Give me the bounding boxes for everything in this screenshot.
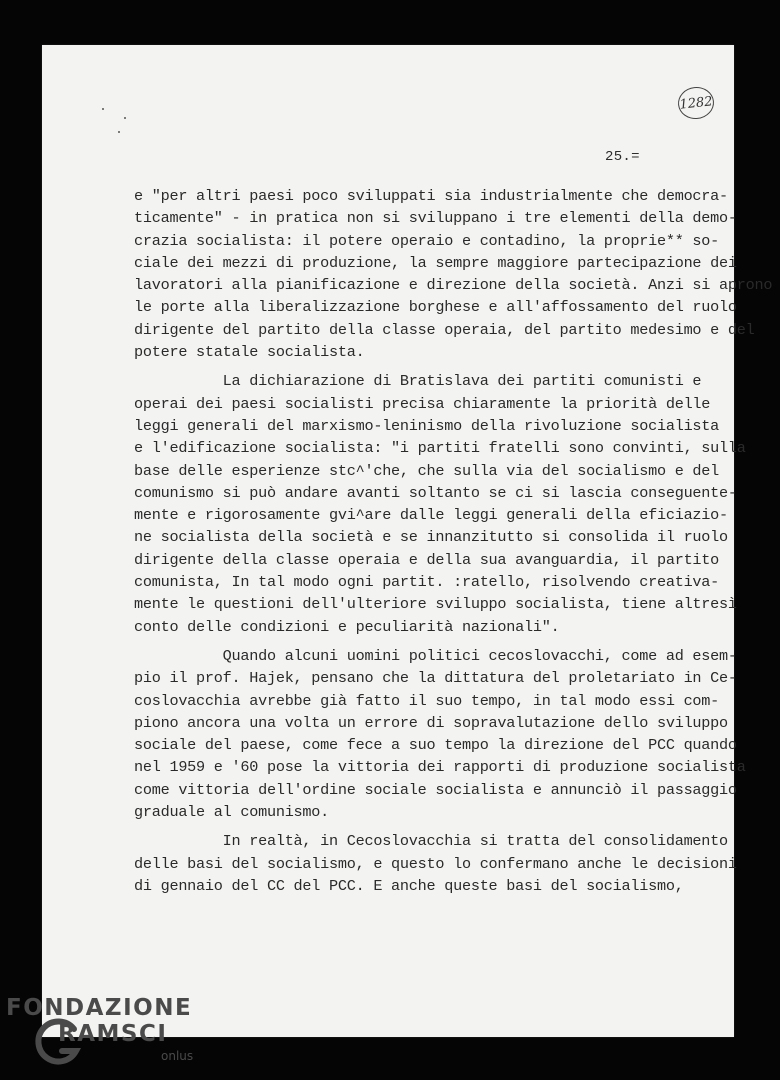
text-line: e "per altri paesi poco sviluppati sia industrialmente che democra-	[134, 187, 728, 205]
text-line: graduale al comunismo.	[134, 803, 330, 822]
watermark-suffix: onlus	[161, 1049, 194, 1063]
text-line: di gennaio del CC del PCC. E anche queste basi del socialismo,	[134, 876, 684, 895]
text-line: ciale dei mezzi di produzione, la sempre maggiore partecipazione dei	[134, 253, 737, 272]
text-line: comunismo si può andare avanti soltanto se ci si lascia conseguente-	[134, 483, 737, 502]
text-line: lavoratori alla pianificazione e direzione della società. Anzi si aprono	[134, 276, 773, 295]
text-line: dirigente della classe operaia e della sua avanguardia, il partito	[134, 550, 720, 569]
text-line: delle basi del socialismo, e questo lo confermano anche le decisioni	[134, 854, 737, 873]
watermark-line1: FONDAZIONE	[6, 995, 193, 1021]
text-line: base delle esperienze stc^'che, che sulla via del socialismo e del	[134, 461, 720, 480]
text-line: comunista, In tal modo ogni partit. :ratello, risolvendo creativa-	[134, 573, 720, 592]
text-line: leggi generali del marxismo-leninismo della rivoluzione socialista	[134, 416, 720, 435]
text-line: dirigente del partito della classe operaia, del partito medesimo e del	[134, 320, 755, 339]
document-page	[42, 45, 773, 1037]
text-line: e l'edificazione socialista: "i partiti fratelli sono convinti, sulla	[134, 439, 746, 458]
text-line: piono ancora una volta un errore di sopravalutazione dello sviluppo	[134, 713, 728, 732]
watermark-line2: RAMSCI	[58, 1021, 168, 1047]
text-line: mente le questioni dell'ulteriore sviluppo socialista, tiene altresì	[134, 595, 737, 614]
text-line: operai dei paesi socialisti precisa chiaramente la priorità delle	[134, 394, 711, 413]
page-number: 25.=	[605, 149, 640, 165]
text-line: potere statale socialista.	[134, 343, 365, 362]
text-line: Quando alcuni uomini politici cecoslovacchi, come ad esem-	[134, 646, 737, 665]
text-line: sociale del paese, come fece a suo tempo la direzione del PCC quando	[134, 736, 737, 755]
text-line: In realtà, in Cecoslovacchia si tratta del consolidamento	[134, 832, 728, 851]
text-line: pio il prof. Hajek, pensano che la dittatura del proletariato in Ce-	[134, 669, 737, 688]
archive-stamp: 1282	[676, 85, 715, 121]
text-line: come vittoria dell'ordine sociale socialista e annunciò il passaggio	[134, 780, 737, 799]
text-line: La dichiarazione di Bratislava dei partiti comunisti e	[134, 372, 702, 391]
text-line: mente e rigorosamente gvi^are dalle leggi generali della eficiazio-	[134, 506, 728, 525]
text-line: le porte alla liberalizzazione borghese e all'affossamento del ruolo	[134, 298, 737, 317]
text-line: nel 1959 e '60 pose la vittoria dei rapporti di produzione socialista	[134, 758, 746, 777]
text-line: ticamente" - in pratica non si sviluppano i tre elementi della demo-	[134, 209, 737, 228]
fondazione-gramsci-watermark	[6, 995, 206, 1075]
body-text	[134, 185, 773, 897]
text-line: coslovacchia avrebbe già fatto il suo tempo, in tal modo essi com-	[134, 691, 720, 710]
text-line: crazia socialista: il potere operaio e contadino, la proprie** so-	[134, 231, 720, 250]
text-line: ne socialista della società e se innanzitutto si consolida il ruolo	[134, 528, 728, 547]
text-line: conto delle condizioni e peculiarità nazionali".	[134, 617, 560, 636]
